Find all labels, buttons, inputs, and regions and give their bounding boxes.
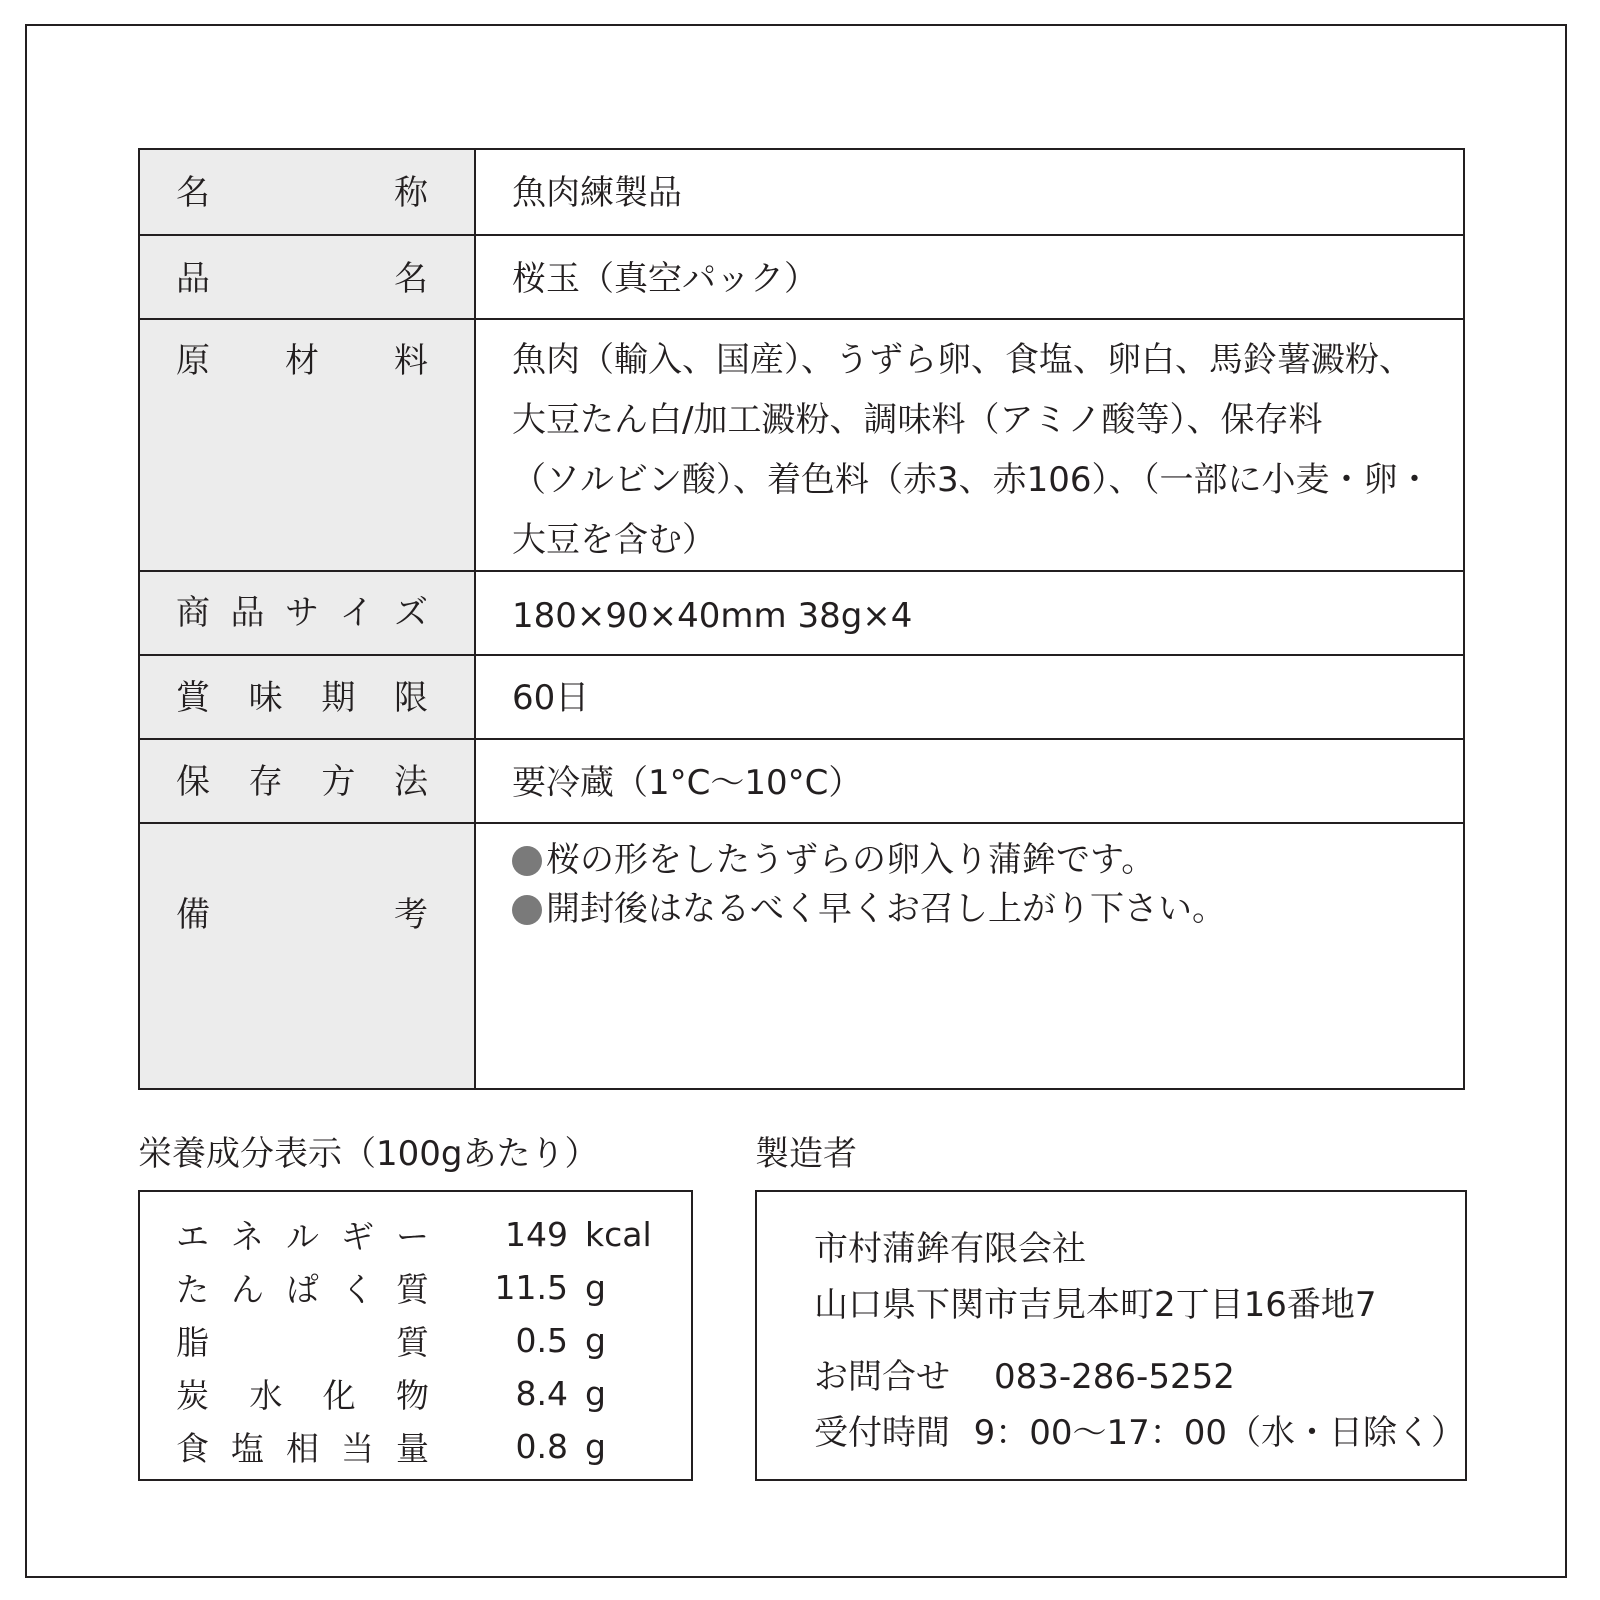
maker-title: 製造者 — [755, 1134, 857, 1174]
size-label: 商 品 サ イ ズ — [176, 593, 428, 633]
storage-value: 要冷蔵（1°C～10°C） — [512, 763, 863, 803]
nutrition-box — [138, 1190, 693, 1481]
nutrition-row-energy — [176, 1208, 691, 1261]
label-cell — [139, 655, 475, 739]
value-cell — [475, 739, 1464, 823]
spec-row-product — [139, 235, 1464, 319]
value-cell — [475, 823, 1464, 1089]
nutrition-value: 149 — [505, 1215, 568, 1254]
nutrition-unit: g — [585, 1427, 606, 1466]
company-address: 山口県下関市吉見本町2丁目16番地7 — [814, 1285, 1377, 1325]
remark-item: 桜の形をしたうずらの卵入り蒲鉾です。 — [512, 836, 1463, 885]
nutrition-row-carbs — [176, 1367, 691, 1420]
nutrition-value: 8.4 — [515, 1374, 568, 1413]
ingredients-line: 大豆を含む） — [512, 520, 716, 560]
business-hours: 9：00～17：00（水・日除く） — [973, 1413, 1465, 1453]
nutrition-value: 11.5 — [494, 1268, 568, 1307]
ingredients-line: 魚肉（輸入、国産）、うずら卵、食塩、卵白、馬鈴薯澱粉、 — [512, 340, 1413, 380]
spec-row-name — [139, 149, 1464, 235]
product-spec-table — [138, 148, 1465, 1090]
expiry-label: 賞 味 期 限 — [176, 678, 428, 718]
nutrition-label: 食 塩 相 当 量 — [176, 1429, 429, 1468]
spec-row-storage — [139, 739, 1464, 823]
remarks-label: 備 考 — [176, 895, 428, 935]
nutrition-unit: g — [585, 1268, 606, 1307]
spec-row-ingredients — [139, 319, 1464, 571]
ingredients-label: 原 材 料 — [176, 341, 428, 381]
bullet-dot-icon — [512, 846, 542, 876]
nutrition-label: 炭 水 化 物 — [176, 1376, 429, 1415]
value-cell — [475, 571, 1464, 655]
label-cell — [139, 149, 475, 235]
nutrition-label: た ん ぱ く 質 — [176, 1270, 429, 1309]
phone-label: お問合せ — [814, 1357, 950, 1397]
expiry-value: 60日 — [512, 678, 590, 718]
nutrition-row-fat — [176, 1314, 691, 1367]
spec-row-remarks — [139, 823, 1464, 1089]
value-cell — [475, 319, 1464, 571]
bullet-dot-icon — [512, 895, 542, 925]
product-label: 品 名 — [176, 259, 428, 299]
contact-hours-row — [814, 1413, 1465, 1453]
value-cell — [475, 149, 1464, 235]
phone-number: 083-286-5252 — [994, 1357, 1235, 1397]
maker-box — [755, 1190, 1467, 1481]
name-label: 名 称 — [176, 173, 428, 213]
storage-label: 保 存 方 法 — [176, 762, 428, 802]
label-cell — [139, 823, 475, 1089]
nutrition-unit: kcal — [585, 1215, 652, 1254]
spec-row-expiry — [139, 655, 1464, 739]
ingredients-value — [512, 330, 1463, 570]
hours-label: 受付時間 — [814, 1413, 950, 1453]
nutrition-row-protein — [176, 1261, 691, 1314]
remark-item: 開封後はなるべく早くお召し上がり下さい。 — [512, 885, 1463, 934]
value-cell — [475, 655, 1464, 739]
company-name: 市村蒲鉾有限会社 — [814, 1229, 1086, 1269]
spec-row-size — [139, 571, 1464, 655]
label-cell — [139, 739, 475, 823]
nutrition-row-salt — [176, 1420, 691, 1473]
nutrition-label: エ ネ ル ギ ー — [176, 1217, 429, 1256]
size-value: 180×90×40mm 38g×4 — [512, 596, 913, 636]
remarks-value — [512, 836, 1463, 934]
nutrition-unit: g — [585, 1374, 606, 1413]
product-value: 桜玉（真空パック） — [512, 259, 818, 299]
value-cell — [475, 235, 1464, 319]
nutrition-unit: g — [585, 1321, 606, 1360]
nutrition-label: 脂 質 — [176, 1323, 429, 1362]
nutrition-title: 栄養成分表示（100gあたり） — [138, 1134, 599, 1174]
name-value: 魚肉練製品 — [512, 173, 682, 213]
label-cell — [139, 319, 475, 571]
nutrition-value: 0.8 — [515, 1427, 568, 1466]
nutrition-value: 0.5 — [515, 1321, 568, 1360]
ingredients-line: （ソルビン酸）、着色料（赤3、赤106）、（一部に小麦・卵・ — [512, 460, 1432, 500]
ingredients-line: 大豆たん白/加工澱粉、調味料（アミノ酸等）、保存料 — [512, 400, 1323, 440]
contact-phone-row — [814, 1357, 1465, 1397]
label-cell — [139, 571, 475, 655]
label-cell — [139, 235, 475, 319]
